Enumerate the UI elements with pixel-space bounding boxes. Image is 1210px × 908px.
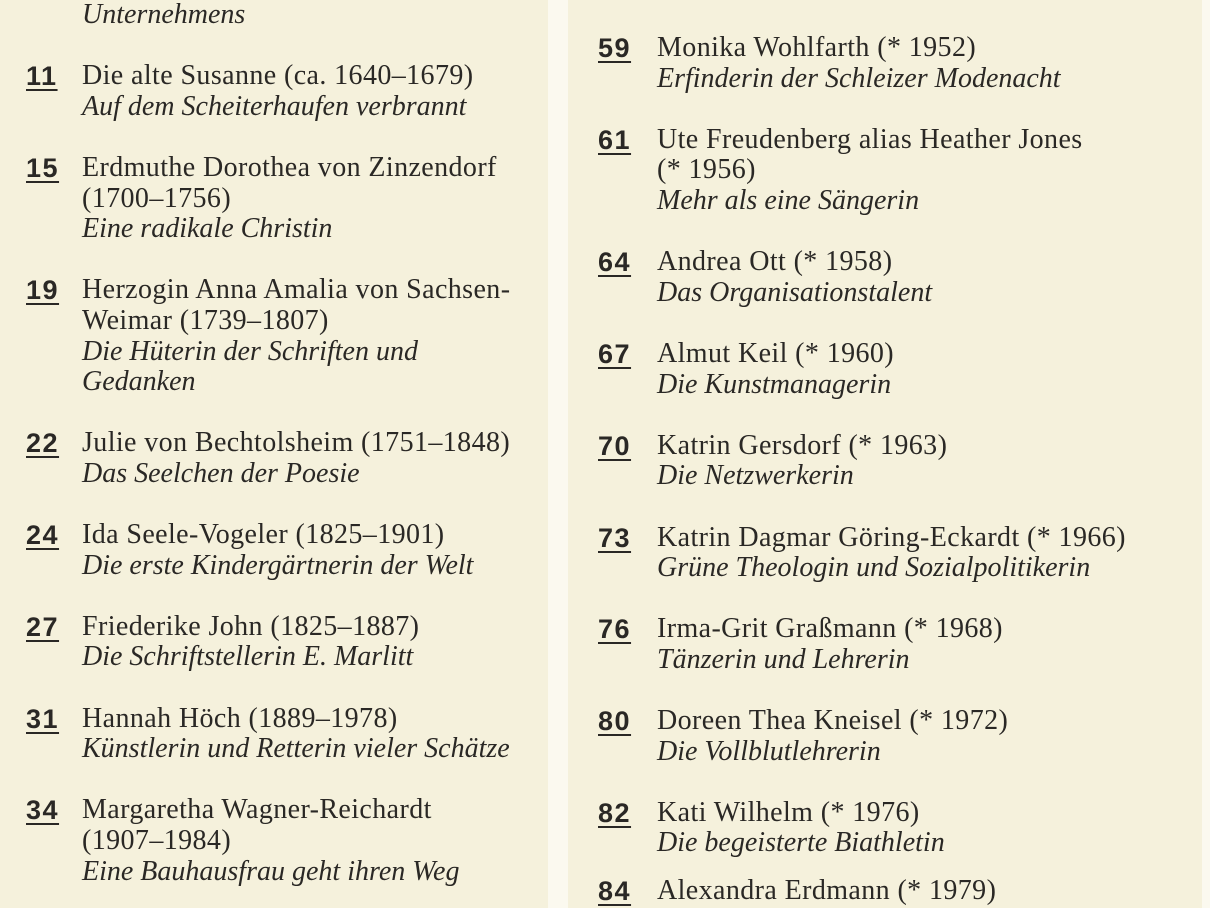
toc-entry bbox=[0, 61, 548, 122]
entry-subtitle: Die Netzwerkerin bbox=[657, 460, 854, 492]
toc-entry bbox=[568, 876, 1202, 907]
page-number: 64 bbox=[598, 247, 632, 278]
entry-subtitle: Das Organisationstalent bbox=[657, 276, 933, 308]
entry-title: Ida Seele-Vogeler (1825–1901) bbox=[82, 519, 445, 551]
page-number: 84 bbox=[598, 875, 632, 906]
entry-title: Kati Wilhelm (* 1976) bbox=[657, 796, 920, 828]
page-number: 15 bbox=[26, 152, 60, 183]
entry-title: Margaretha Wagner-Reichardt bbox=[82, 794, 432, 826]
entry-subtitle: Auf dem Scheiterhaufen verbrannt bbox=[82, 90, 467, 122]
page-number: 31 bbox=[26, 703, 60, 734]
entry-title: Die alte Susanne (ca. 1640–1679) bbox=[82, 60, 474, 92]
entry-title: Monika Wohlfarth (* 1952) bbox=[657, 32, 977, 63]
entry-title: Julie von Bechtolsheim (1751–1848) bbox=[82, 427, 511, 459]
page-number: 11 bbox=[26, 61, 58, 92]
entry-subtitle: Künstlerin und Retterin vieler Schätze bbox=[82, 733, 510, 765]
toc-entry bbox=[568, 33, 1202, 94]
entry-subtitle: Die Kunstmanagerin bbox=[657, 368, 892, 400]
page-number: 59 bbox=[598, 33, 632, 63]
page-number: 22 bbox=[26, 428, 60, 459]
toc-entry bbox=[568, 339, 1202, 400]
entry-title: Katrin Gersdorf (* 1963) bbox=[657, 429, 948, 461]
entry-title: Ute Freudenberg alias Heather Jones bbox=[657, 123, 1083, 155]
entry-subtitle: Das Seelchen der Poesie bbox=[82, 457, 360, 489]
entry-subtitle: Unternehmens bbox=[82, 0, 246, 30]
page-number: 67 bbox=[598, 338, 632, 369]
entry-title: Friederike John (1825–1887) bbox=[82, 610, 420, 642]
toc-entry bbox=[568, 431, 1202, 492]
toc-entry bbox=[0, 428, 548, 489]
toc-entry bbox=[0, 795, 548, 887]
entry-subtitle: Gedanken bbox=[82, 366, 196, 398]
entry-subtitle: Eine Bauhausfrau geht ihren Weg bbox=[82, 855, 460, 887]
entry-title: Katrin Dagmar Göring-Eckardt (* 1966) bbox=[657, 521, 1126, 553]
toc-entry bbox=[568, 614, 1202, 675]
page-number: 73 bbox=[598, 522, 632, 553]
entry-subtitle: Tänzerin und Lehrerin bbox=[657, 643, 910, 675]
entry-title: Hannah Höch (1889–1978) bbox=[82, 702, 398, 734]
entry-title: Irma-Grit Graßmann (* 1968) bbox=[657, 613, 1003, 645]
entry-subtitle: Eine radikale Christin bbox=[82, 213, 333, 245]
entry-title: Herzogin Anna Amalia von Sachsen- bbox=[82, 274, 511, 306]
page-number: 27 bbox=[26, 611, 60, 642]
entry-subtitle: Die erste Kindergärtnerin der Welt bbox=[82, 549, 474, 581]
entry-subtitle: Die Hüterin der Schriften und bbox=[82, 335, 418, 367]
toc-entry bbox=[0, 153, 548, 245]
entry-subtitle: Mehr als eine Sängerin bbox=[657, 184, 920, 216]
entry-title: (* 1956) bbox=[657, 154, 756, 186]
entry-title: Alexandra Erdmann (* 1979) bbox=[657, 874, 997, 906]
page-number: 34 bbox=[26, 795, 60, 826]
page-number: 80 bbox=[598, 706, 632, 737]
toc-entry bbox=[568, 125, 1202, 217]
entry-title: Doreen Thea Kneisel (* 1972) bbox=[657, 705, 1009, 737]
toc-right-column bbox=[568, 0, 1202, 908]
page-number: 82 bbox=[598, 797, 632, 828]
page-number: 70 bbox=[598, 430, 632, 461]
entry-title: Erdmuthe Dorothea von Zinzendorf bbox=[82, 151, 497, 183]
entry-subtitle: Grüne Theologin und Sozialpolitikerin bbox=[657, 552, 1091, 584]
entry-title: (1700–1756) bbox=[82, 182, 232, 214]
entry-title: Andrea Ott (* 1958) bbox=[657, 246, 893, 278]
toc-entry bbox=[568, 706, 1202, 767]
entry-title: Weimar (1739–1807) bbox=[82, 304, 329, 336]
page-number: 19 bbox=[26, 275, 60, 306]
entry-title: (1907–1984) bbox=[82, 825, 232, 857]
toc-entry bbox=[0, 275, 548, 397]
page-number: 61 bbox=[598, 124, 632, 155]
toc-left-column bbox=[0, 0, 548, 908]
toc-entry bbox=[568, 247, 1202, 308]
page-number: 76 bbox=[598, 614, 632, 645]
entry-subtitle: Die begeisterte Biathletin bbox=[657, 827, 945, 859]
toc-entry bbox=[0, 612, 548, 673]
entry-title: Almut Keil (* 1960) bbox=[657, 337, 895, 369]
entry-subtitle: Die Vollblutlehrerin bbox=[657, 735, 881, 767]
toc-entry bbox=[0, 704, 548, 765]
toc-entry bbox=[568, 523, 1202, 584]
page-number: 24 bbox=[26, 520, 60, 551]
toc-entry bbox=[568, 798, 1202, 859]
entry-subtitle: Die Schriftstellerin E. Marlitt bbox=[82, 641, 414, 673]
toc-entry-continued bbox=[0, 0, 548, 31]
entry-subtitle: Erfinderin der Schleizer Modenacht bbox=[657, 62, 1061, 94]
toc-entry bbox=[0, 520, 548, 581]
